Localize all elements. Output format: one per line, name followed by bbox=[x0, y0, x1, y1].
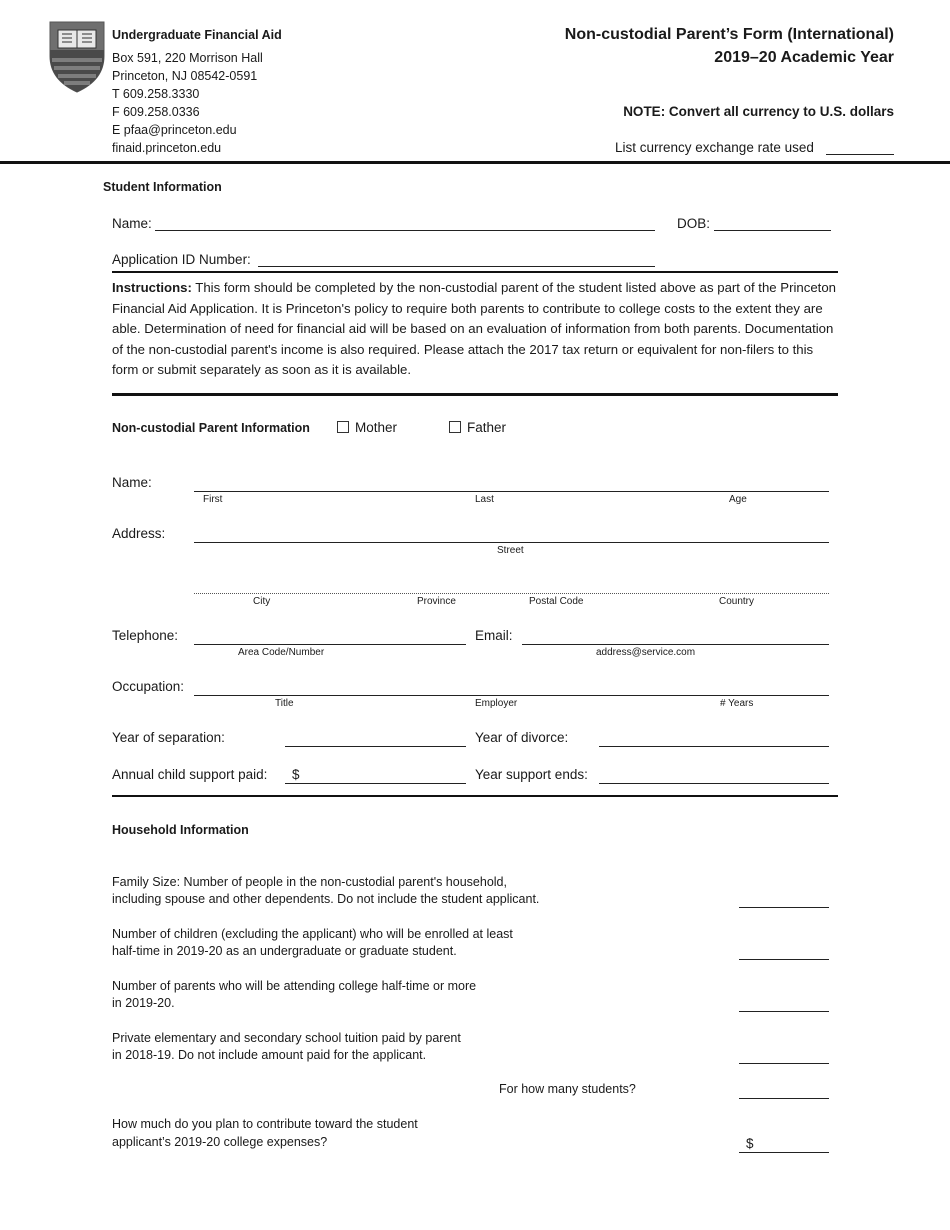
parent-name-label: Name: bbox=[112, 475, 152, 490]
dob-label: DOB: bbox=[677, 216, 711, 231]
email-label: Email: bbox=[475, 628, 513, 643]
student-info-heading: Student Information bbox=[103, 180, 222, 194]
area-code-caption: Area Code/Number bbox=[238, 647, 325, 658]
email-hint-caption: address@service.com bbox=[596, 647, 696, 658]
org-name: Undergraduate Financial Aid bbox=[112, 28, 282, 42]
children-enrolled-question-line1: Number of children (excluding the applicant) who will be enrolled at least bbox=[112, 927, 513, 941]
instructions-bottom-rule bbox=[112, 393, 838, 396]
telephone-field[interactable] bbox=[194, 644, 466, 645]
years-caption: # Years bbox=[720, 698, 754, 709]
city-caption: City bbox=[253, 596, 271, 607]
app-id-label: Application ID Number: bbox=[112, 252, 251, 267]
private-tuition-question-line1: Private elementary and secondary school tuition paid by parent bbox=[112, 1031, 461, 1045]
divorce-field[interactable] bbox=[599, 746, 829, 747]
father-checkbox-option[interactable]: Father bbox=[449, 420, 506, 435]
parents-college-field[interactable] bbox=[739, 1011, 829, 1012]
street-field[interactable] bbox=[194, 542, 829, 543]
separation-field[interactable] bbox=[285, 746, 466, 747]
student-name-field[interactable] bbox=[155, 230, 655, 231]
address-label: Address: bbox=[112, 526, 166, 541]
header-divider bbox=[0, 161, 950, 164]
telephone-label: Telephone: bbox=[112, 628, 179, 643]
how-many-students-question: For how many students? bbox=[499, 1082, 636, 1096]
princeton-shield-logo bbox=[48, 20, 106, 94]
academic-year: 2019–20 Academic Year bbox=[714, 49, 894, 66]
contribution-field[interactable] bbox=[739, 1152, 829, 1153]
parent-section-bottom-rule bbox=[112, 795, 838, 797]
student-name-label: Name: bbox=[112, 216, 152, 231]
private-tuition-field[interactable] bbox=[739, 1063, 829, 1064]
support-ends-field[interactable] bbox=[599, 783, 829, 784]
age-caption: Age bbox=[729, 494, 747, 505]
form-title: Non-custodial Parent’s Form (International) bbox=[564, 26, 894, 43]
family-size-question-line2: including spouse and other dependents. Do not include the student applicant. bbox=[112, 892, 540, 906]
child-support-label: Annual child support paid: bbox=[112, 767, 268, 782]
separation-label: Year of separation: bbox=[112, 730, 225, 745]
email-address: E pfaa@princeton.edu bbox=[112, 123, 237, 137]
occupation-field[interactable] bbox=[194, 695, 829, 696]
parent-info-heading: Non-custodial Parent Information bbox=[112, 421, 310, 435]
family-size-field[interactable] bbox=[739, 907, 829, 908]
instructions-top-rule bbox=[112, 271, 838, 273]
parent-name-field[interactable] bbox=[194, 491, 829, 492]
parents-college-question-line2: in 2019-20. bbox=[112, 996, 175, 1010]
postal-code-caption: Postal Code bbox=[529, 596, 584, 607]
private-tuition-question-line2: in 2018-19. Do not include amount paid for the applicant. bbox=[112, 1048, 427, 1062]
support-ends-label: Year support ends: bbox=[475, 767, 588, 782]
mother-checkbox[interactable] bbox=[337, 421, 349, 433]
father-checkbox[interactable] bbox=[449, 421, 461, 433]
divorce-label: Year of divorce: bbox=[475, 730, 569, 745]
how-many-students-field[interactable] bbox=[739, 1098, 829, 1099]
mother-checkbox-option[interactable]: Mother bbox=[337, 420, 397, 435]
app-id-field[interactable] bbox=[258, 266, 655, 267]
contribution-dollar: $ bbox=[746, 1136, 754, 1151]
household-heading: Household Information bbox=[112, 823, 249, 837]
email-field[interactable] bbox=[522, 644, 829, 645]
last-name-caption: Last bbox=[475, 494, 494, 505]
exchange-rate-label: List currency exchange rate used bbox=[615, 140, 814, 155]
contribution-question-line1: How much do you plan to contribute toward the student bbox=[112, 1117, 418, 1131]
exchange-rate-field[interactable] bbox=[826, 154, 894, 155]
currency-note: NOTE: Convert all currency to U.S. dollars bbox=[623, 104, 894, 119]
child-support-dollar: $ bbox=[292, 767, 300, 782]
website: finaid.princeton.edu bbox=[112, 141, 222, 155]
province-caption: Province bbox=[417, 596, 456, 607]
street-caption: Street bbox=[497, 545, 524, 556]
city-province-field[interactable] bbox=[194, 593, 829, 594]
contribution-question-line2: applicant’s 2019-20 college expenses? bbox=[112, 1135, 328, 1149]
first-name-caption: First bbox=[203, 494, 223, 505]
occupation-label: Occupation: bbox=[112, 679, 185, 694]
parents-college-question-line1: Number of parents who will be attending college half-time or more bbox=[112, 979, 477, 993]
country-caption: Country bbox=[719, 596, 755, 607]
phone-number: T 609.258.3330 bbox=[112, 87, 200, 101]
fax-number: F 609.258.0336 bbox=[112, 105, 200, 119]
family-size-question-line1: Family Size: Number of people in the non-custodial parent's household, bbox=[112, 875, 507, 889]
dob-field[interactable] bbox=[714, 230, 831, 231]
children-enrolled-field[interactable] bbox=[739, 959, 829, 960]
address-line-1: Box 591, 220 Morrison Hall bbox=[112, 51, 263, 65]
child-support-field[interactable] bbox=[285, 783, 466, 784]
instructions-text: Instructions: This form should be completed by the non-custodial parent of the student listed above as part of the Princeton Financial Aid Application. It is Princeton's policy to require both parents to contribute to college costs to the extent they are able. Determination of need for financial aid will be based on an evaluation of information from both parents. Documentation of the non-custodial parent's income is also required. Please attach the 2017 tax return or equivalent for non-filers to this form or submit separately as soon as it is available. bbox=[112, 280, 836, 378]
employer-caption: Employer bbox=[475, 698, 518, 709]
children-enrolled-question-line2: half-time in 2019-20 as an undergraduate or graduate student. bbox=[112, 944, 457, 958]
title-caption: Title bbox=[275, 698, 294, 709]
address-line-2: Princeton, NJ 08542-0591 bbox=[112, 69, 258, 83]
